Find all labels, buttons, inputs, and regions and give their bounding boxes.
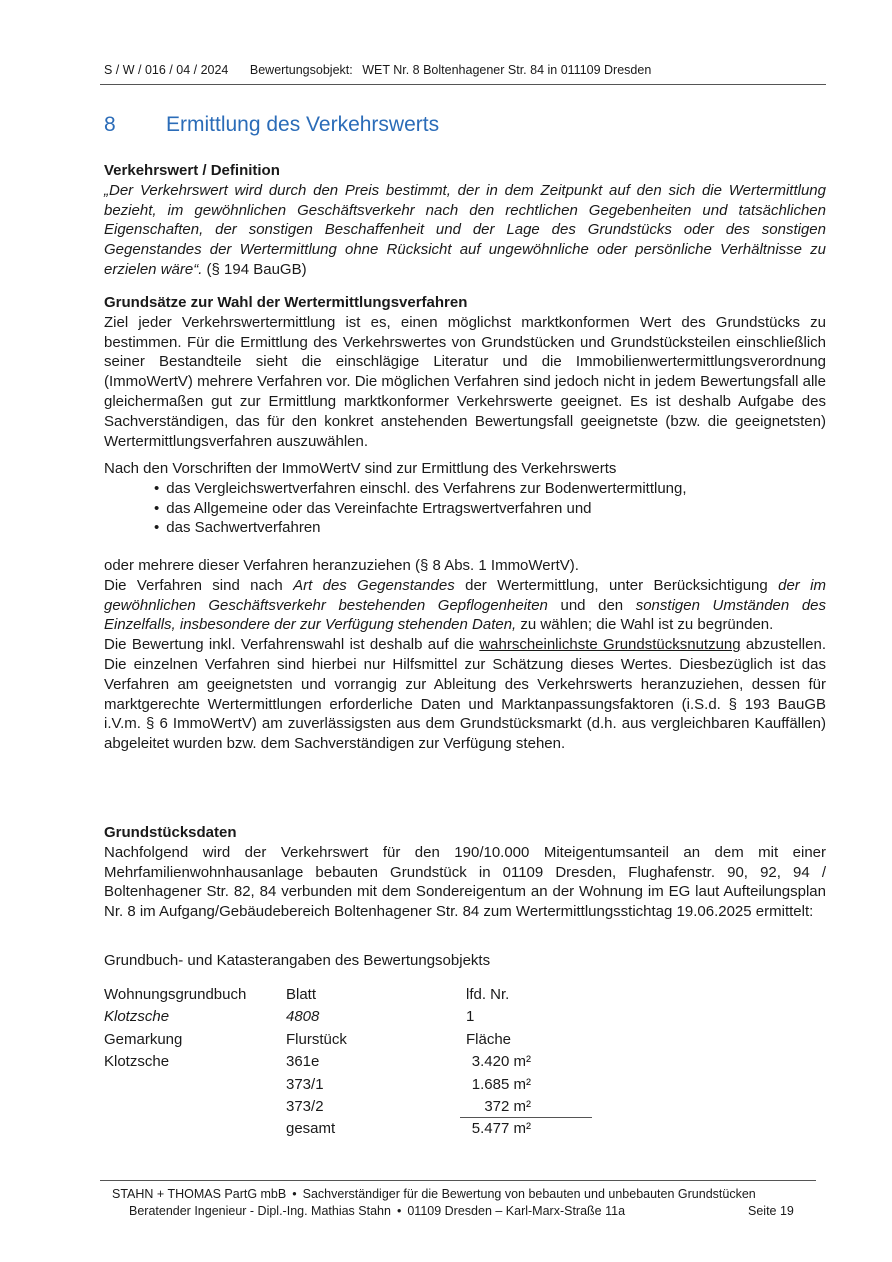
page-footer xyxy=(112,1186,794,1219)
footer-line-1 xyxy=(112,1186,756,1203)
choice-text-7: zu wählen; die Wahl ist zu begründen. xyxy=(516,616,774,634)
procedures-list xyxy=(104,479,826,538)
choice-text-5: und den xyxy=(547,596,636,614)
choice-paragraph xyxy=(104,576,826,635)
choice-text-4: der im gewöhnlichen Geschäftsverkehr bestehenden Gepflogenheiten xyxy=(104,576,826,614)
plot-heading: Grundstücksdaten xyxy=(104,824,237,841)
definition-heading: Verkehrswert / Definition xyxy=(104,162,280,179)
definition-quote xyxy=(104,181,826,280)
table-cell: 3.420 m² xyxy=(471,1053,531,1071)
cadastre-title-block xyxy=(104,951,826,971)
section-title-text: Ermittlung des Verkehrswerts xyxy=(166,113,440,136)
page-header xyxy=(104,63,824,77)
principles-heading: Grundsätze zur Wahl der Wertermittlungsverfahren xyxy=(104,294,468,311)
section-title xyxy=(104,113,439,137)
footer-description: Sachverständiger für die Bewertung von bebauten und unbebauten Grundstücken xyxy=(302,1187,756,1201)
definition-block xyxy=(104,161,826,280)
table-row xyxy=(104,1008,604,1030)
footer-firm: STAHN + THOMAS PartG mbB xyxy=(112,1187,287,1201)
section-number: 8 xyxy=(104,113,116,136)
list-item: • das Vergleichswertverfahren einschl. des Verfahrens zur Bodenwertermittlung, xyxy=(154,479,826,499)
list-item: • das Allgemeine oder das Vereinfachte Ertragswertverfahren und xyxy=(154,499,826,519)
procedures-intro: Nach den Vorschriften der ImmoWertV sind zur Ermittlung des Verkehrswerts xyxy=(104,460,617,477)
table-cell: gesamt xyxy=(286,1120,336,1138)
valuation-text-1: Die Bewertung inkl. Verfahrenswahl ist deshalb auf die xyxy=(104,636,480,654)
procedures-block xyxy=(104,459,826,538)
definition-quote-text: „Der Verkehrswert wird durch den Preis bestimmt, der in dem Zeitpunkt auf den sich die Wertermittlung bezieht, im gewöhnlichen Geschäftsverkehr nach den rechtlichen Gegebenheiten und tatsächlichen Eigenschaften, der sonstigen Beschaffenheit und der Lage des Grundstücks oder des sonstigen Gegenstandes der Wertermittlung ohne Rücksicht auf ungewöhnliche oder persönliche Verhältnisse zu erzielen wäre“. xyxy=(104,181,826,278)
principles-block xyxy=(104,293,826,451)
principles-paragraph: Ziel jeder Verkehrswertermittlung ist es, einen möglichst marktkonformen Wert des Grundstücks zu bestimmen. Für die Ermittlung des Verkehrswertes von Grundstücken und Grundstücksteilen einschließlich seiner Bestandteile sieht die einschlägige Literatur und die Immobilienwertermittlungsverordnung (ImmoWertV) mehrere Verfahren vor. Die möglichen Verfahren sind jedoch nicht in jedem Bewertungsfall alle gleichermaßen gut zur Ermittlung marktkonformer Verkehrswerte geeignet. Es ist deshalb Aufgabe des Sachverständigen, das für den konkret anstehenden Bewertungsfall geeignetste (bzw. die geeignetsten) Wertermittlungsverfahren auszuwählen. xyxy=(104,313,826,450)
choice-text-3: der Wertermittlung, unter Berücksichtigung xyxy=(454,576,779,594)
bullet-icon: • xyxy=(396,1203,402,1218)
table-cell: Klotzsche xyxy=(104,1053,170,1071)
table-cell: 373/2 xyxy=(286,1097,324,1115)
plot-data-block xyxy=(104,823,826,922)
table-cell: lfd. Nr. xyxy=(466,986,510,1003)
table-cell: Fläche xyxy=(466,1030,512,1048)
sum-divider xyxy=(460,1117,592,1118)
table-row xyxy=(104,1120,604,1142)
bullet-icon: • xyxy=(292,1187,297,1201)
footer-line-2 xyxy=(112,1203,756,1220)
plot-paragraph: Nachfolgend wird der Verkehrswert für den 190/10.000 Miteigentumsanteil an dem mit einer Mehrfamilienwohnhausanlage bebauten Grundstück in 01109 Dresden, Flughafenstr. 90, 92, 94 / Boltenhagener Str. 82, 84 verbunden mit dem Sondereigentum an der Wohnung im EG laut Aufteilungsplan Nr. 8 im Aufgang/Gebäudebereich Boltenhagener Str. 84 zum Wertermittlungsstichtag 19.06.2025 ermittelt: xyxy=(104,843,826,921)
table-cell: Klotzsche xyxy=(104,1008,170,1026)
header-object: WET Nr. 8 Boltenhagener Str. 84 in 011109 Dresden xyxy=(362,63,652,77)
list-item: • das Sachwertverfahren xyxy=(154,518,826,538)
table-cell: 372 m² xyxy=(484,1097,531,1115)
after-list-text: oder mehrere dieser Verfahren heranzuziehen (§ 8 Abs. 1 ImmoWertV). xyxy=(104,557,579,574)
table-cell: 4808 xyxy=(286,1008,320,1026)
cadastre-title: Grundbuch- und Katasterangaben des Bewertungsobjekts xyxy=(104,952,491,969)
table-row xyxy=(104,1053,604,1075)
method-choice-block xyxy=(104,556,826,754)
footer-address: 01109 Dresden – Karl-Marx-Straße 11a xyxy=(407,1203,626,1218)
table-cell: 373/1 xyxy=(286,1075,324,1093)
table-cell: Blatt xyxy=(286,986,317,1003)
cadastre-table xyxy=(104,986,604,1143)
choice-text-6: sonstigen Umständen des Einzelfalls, insbesondere der zur Verfügung stehenden Daten, xyxy=(104,596,826,634)
page-number: Seite 19 xyxy=(748,1203,794,1218)
table-cell: 5.477 m² xyxy=(471,1120,531,1138)
header-object-label: Bewertungsobjekt: xyxy=(249,63,353,77)
footer-engineer: Beratender Ingenieur - Dipl.-Ing. Mathias Stahn xyxy=(129,1203,391,1218)
table-cell: Wohnungsgrundbuch xyxy=(104,986,247,1003)
table-row xyxy=(104,986,604,1008)
choice-text-1: Die Verfahren sind nach xyxy=(104,576,294,594)
valuation-text-2: wahrscheinlichste Grundstücksnutzung xyxy=(479,636,741,654)
definition-source: (§ 194 BauGB) xyxy=(202,260,307,278)
header-reference: S / W / 016 / 04 / 2024 xyxy=(104,63,229,77)
table-row xyxy=(104,1076,604,1098)
header-divider xyxy=(100,84,826,85)
valuation-text-3: abzustellen. Die einzelnen Verfahren sind hierbei nur Hilfsmittel zur Schätzung dieses Wertes. Diesbezüglich ist das Verfahren am geeignetsten und vorrangig zur Ableitung des Verkehrswerts heranzuziehen, dessen für marktgerechte Wertermittlungen erforderliche Daten und Marktanpassungsfaktoren (i.S.d. § 193 BauGB i.V.m. § 6 ImmoWertV) am zuverlässigsten aus dem Grundstücksmarkt (d.h. aus vergleichbaren Kauffällen) abgeleitet wurden bzw. dem Sachverständigen zur Verfügung stehen. xyxy=(104,636,826,753)
table-cell: 361e xyxy=(286,1053,320,1071)
footer-divider xyxy=(100,1180,816,1181)
table-cell: 1.685 m² xyxy=(471,1075,531,1093)
table-cell: Gemarkung xyxy=(104,1030,183,1048)
table-row xyxy=(104,1031,604,1053)
valuation-paragraph xyxy=(104,635,826,754)
table-cell: Flurstück xyxy=(286,1030,347,1048)
table-cell: 1 xyxy=(466,1008,475,1026)
choice-text-2: Art des Gegenstandes xyxy=(293,576,455,594)
